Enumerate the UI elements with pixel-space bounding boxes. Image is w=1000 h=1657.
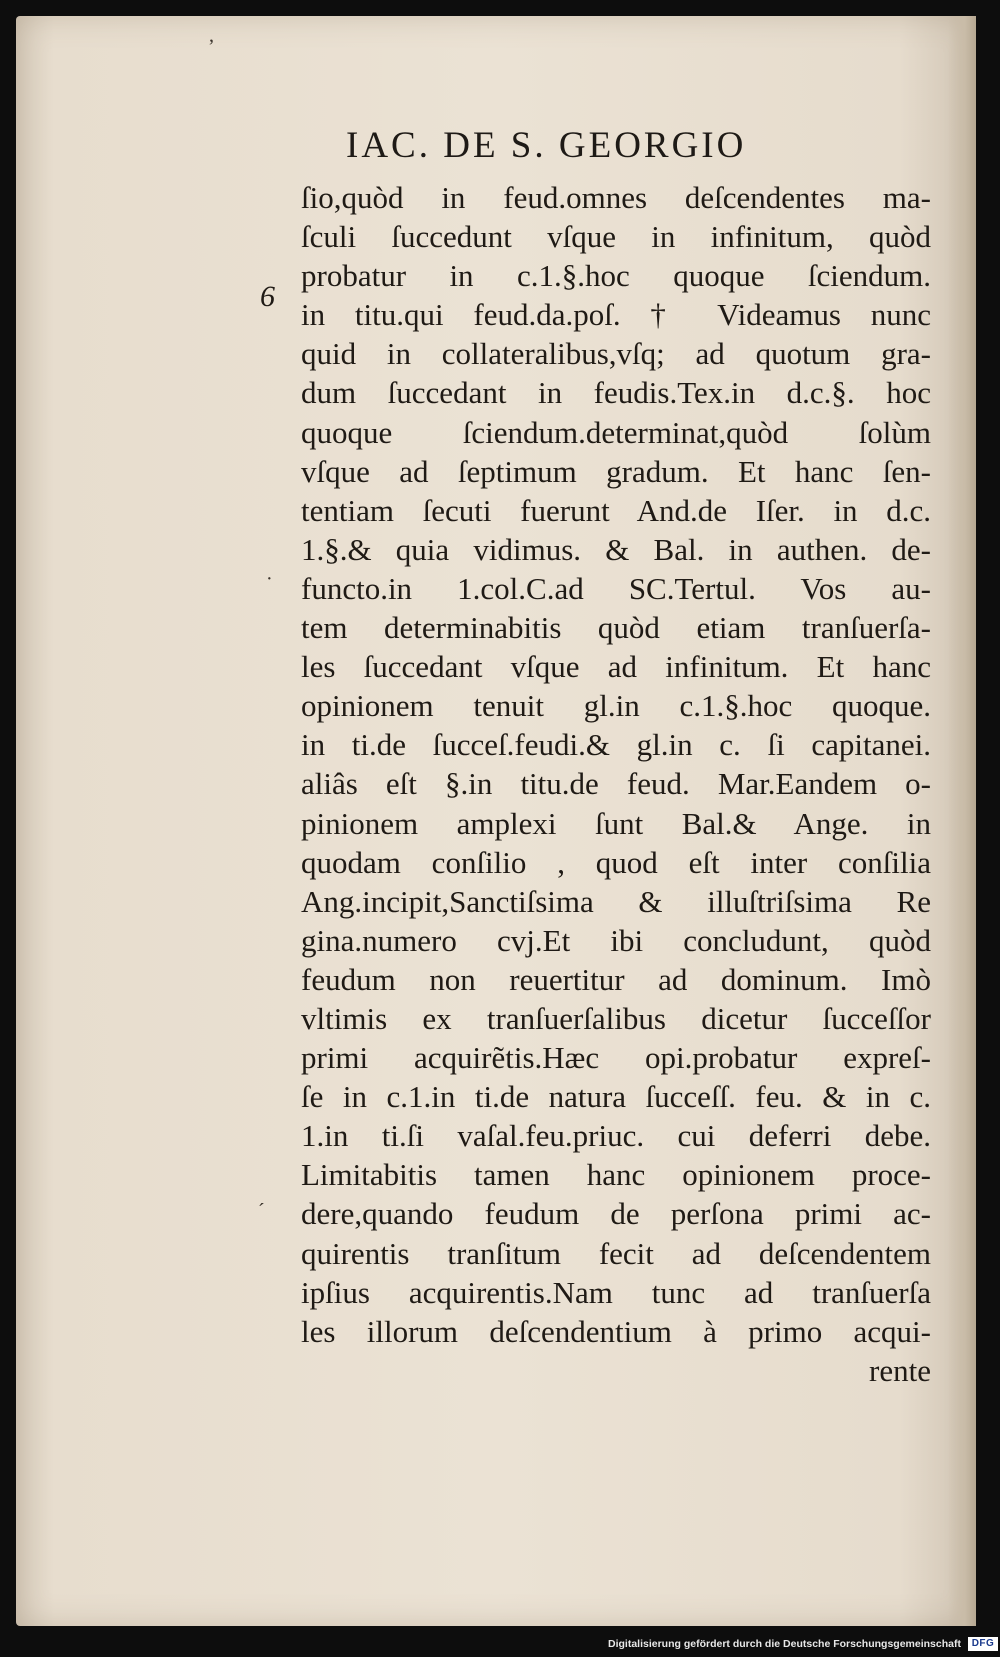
- text-line: ipſius acquirentis.Nam tunc ad tranſuerſa: [301, 1274, 931, 1310]
- text-line: ſio,quòd in feud.omnes deſcendentes ma-: [301, 180, 931, 215]
- text-line: gina.numero cvj.Et ibi concludunt, quòd: [301, 922, 931, 958]
- text-line: in ti.de ſucceſ.feudi.& gl.in c. ſi capitanei.: [301, 727, 931, 763]
- text-line: in titu.qui feud.da.poſ. † Videamus nunc: [301, 297, 931, 333]
- stray-ink-mark: ʼ: [208, 36, 215, 58]
- margin-note: 6: [260, 280, 275, 313]
- text-line: tentiam ſecuti fuerunt And.de Iſer. in d.c.: [301, 492, 931, 528]
- text-line: Ang.incipit,Sanctiſsima & illuſtriſsima Re: [301, 883, 931, 919]
- stray-ink-mark: ·: [266, 568, 273, 590]
- text-line: 1.in ti.ſi vaſal.feu.priuc. cui deferri debe.: [301, 1118, 931, 1154]
- text-line: vſque ad ſeptimum gradum. Et hanc ſen-: [301, 453, 931, 489]
- text-line: Limitabitis tamen hanc opinionem proce-: [301, 1157, 931, 1193]
- dfg-logo: DFG: [968, 1637, 998, 1651]
- catchword: rente: [869, 1352, 931, 1388]
- stray-ink-mark: ˊ: [258, 1200, 265, 1222]
- text-line: ſe in c.1.in ti.de natura ſucceſſ. feu. & in c.: [301, 1079, 931, 1115]
- text-line: quodam conſilio , quod eſt inter conſilia: [301, 844, 931, 880]
- page-edge-shadow: [948, 16, 976, 1626]
- text-line: les ſuccedant vſque ad infinitum. Et hanc: [301, 649, 931, 685]
- text-line: quoque ſciendum.determinat,quòd ſolùm: [301, 414, 931, 450]
- text-line: aliâs eſt §.in titu.de feud. Mar.Eandem o-: [301, 766, 931, 802]
- running-header: IAC. DE S. GEORGIO: [346, 125, 747, 166]
- text-line: dum ſuccedant in feudis.Tex.in d.c.§. hoc: [301, 375, 931, 411]
- text-line: vltimis ex tranſuerſalibus dicetur ſucceſſor: [301, 1000, 931, 1036]
- text-line: les illorum deſcendentium à primo acqui-: [301, 1313, 931, 1349]
- text-line: pinionem amplexi ſunt Bal.& Ange. in: [301, 805, 931, 841]
- text-line: primi acquirẽtis.Hæc opi.probatur expreſ-: [301, 1040, 931, 1076]
- text-line: tem determinabitis quòd etiam tranſuerſa-: [301, 610, 931, 646]
- text-line: functo.in 1.col.C.ad SC.Tertul. Vos au-: [301, 570, 931, 606]
- text-line: quirentis tranſitum fecit ad deſcendentem: [301, 1235, 931, 1271]
- text-line: feudum non reuertitur ad dominum. Imò: [301, 961, 931, 997]
- text-line: probatur in c.1.§.hoc quoque ſciendum.: [301, 258, 931, 294]
- text-line: dere,quando feudum de perſona primi ac-: [301, 1196, 931, 1232]
- digitization-credit: Digitalisierung gefördert durch die Deutsche Forschungsgemeinschaft: [608, 1638, 961, 1650]
- text-line: quid in collateralibus,vſq; ad quotum gra-: [301, 336, 931, 372]
- body-text: [301, 178, 931, 1390]
- text-line: ſculi ſuccedunt vſque in infinitum, quòd: [301, 219, 931, 255]
- text-line: opinionem tenuit gl.in c.1.§.hoc quoque.: [301, 688, 931, 724]
- text-line: 1.§.& quia vidimus. & Bal. in authen. de-: [301, 531, 931, 567]
